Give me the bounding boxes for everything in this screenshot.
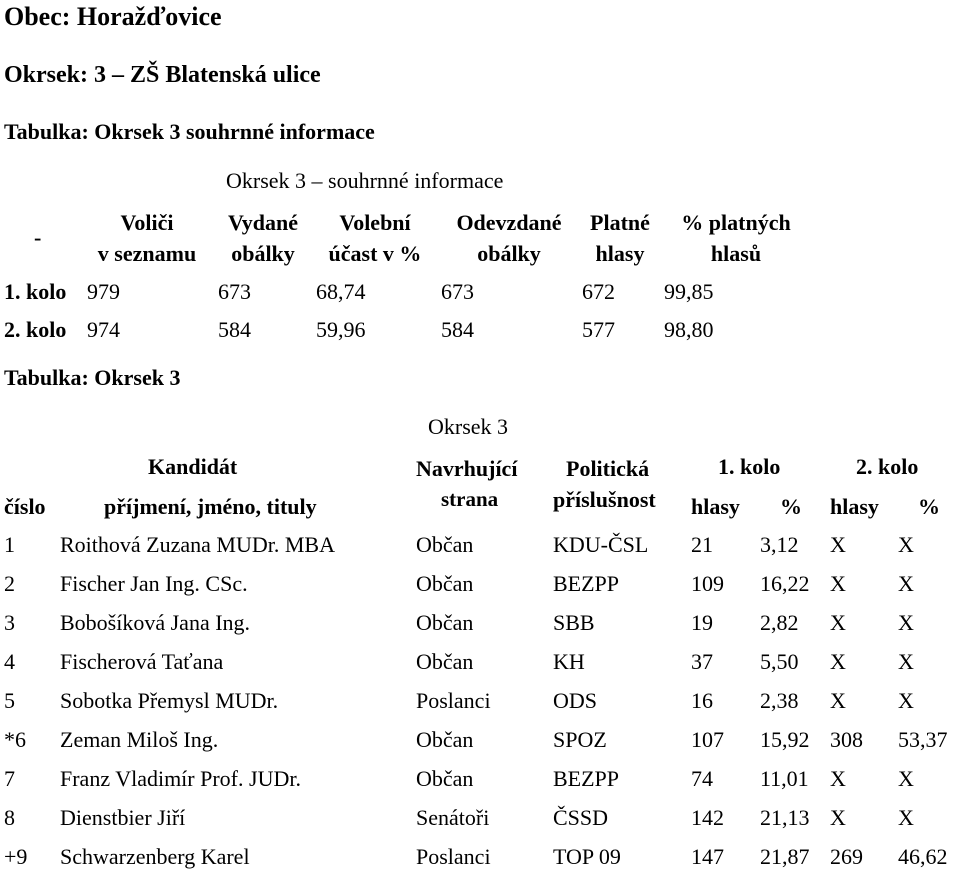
header-kandidat: Kandidát <box>148 454 238 479</box>
summary-col-odevzdane <box>438 207 580 269</box>
cand-hlasy2: X <box>830 766 846 791</box>
summary-cell: 673 <box>441 279 474 304</box>
cand-hlasy2: X <box>830 571 846 596</box>
summary-cell: 672 <box>582 279 615 304</box>
cand-cislo: 1 <box>4 532 15 557</box>
cand-cislo: 5 <box>4 688 15 713</box>
cand-pct2: X <box>898 532 914 557</box>
cand-hlasy2: X <box>830 532 846 557</box>
summary-caption: Okrsek 3 – souhrnné informace <box>226 168 504 193</box>
header-cislo: číslo <box>4 494 46 519</box>
obec-title: Obec: Horažďovice <box>4 2 222 31</box>
okrsek-title: Okrsek: 3 – ZŠ Blatenská ulice <box>4 62 321 88</box>
summary-cell: 59,96 <box>316 317 366 342</box>
cand-prislusnost: SPOZ <box>553 727 607 752</box>
cand-cislo: 7 <box>4 766 15 791</box>
cand-prislusnost: BEZPP <box>553 766 620 791</box>
cand-hlasy2: X <box>830 805 846 830</box>
summary-cell: 584 <box>441 317 474 342</box>
summary-cell: 577 <box>582 317 615 342</box>
cand-cislo: 2 <box>4 571 15 596</box>
summary-col-volici-line1: Voliči <box>120 210 174 235</box>
summary-cell: 98,80 <box>664 317 714 342</box>
summary-col-volici <box>80 207 214 269</box>
summary-col-ucast <box>312 207 438 269</box>
cand-pct1: 16,22 <box>760 571 810 596</box>
summary-cell: 68,74 <box>316 279 366 304</box>
summary-col-platne-line1: Platné <box>590 210 650 235</box>
cand-pct2: X <box>898 649 914 674</box>
cand-hlasy1: 19 <box>691 610 713 635</box>
cand-pct1: 21,87 <box>760 844 810 869</box>
cand-strana: Občan <box>416 727 474 752</box>
cand-hlasy1: 21 <box>691 532 713 557</box>
cand-jmeno: Roithová Zuzana MUDr. MBA <box>60 532 335 557</box>
cand-pct2: X <box>898 571 914 596</box>
cand-jmeno: Dienstbier Jiří <box>60 805 186 830</box>
summary-col-platne <box>578 207 662 269</box>
summary-cell: 974 <box>87 317 120 342</box>
cand-strana: Občan <box>416 571 474 596</box>
cand-pct1: 2,82 <box>760 610 799 635</box>
cand-strana: Občan <box>416 766 474 791</box>
cand-hlasy2: X <box>830 649 846 674</box>
cand-hlasy2: 308 <box>830 727 863 752</box>
table2-label: Tabulka: Okrsek 3 <box>4 365 181 390</box>
cand-hlasy1: 107 <box>691 727 724 752</box>
summary-cell: 673 <box>218 279 251 304</box>
header-kolo2: 2. kolo <box>856 454 919 479</box>
cand-strana: Občan <box>416 649 474 674</box>
cand-cislo: 3 <box>4 610 15 635</box>
header-navrhujici: Navrhující <box>416 456 518 481</box>
cand-cislo: *6 <box>4 727 26 752</box>
cand-prislusnost: KH <box>553 649 585 674</box>
cand-strana: Senátoři <box>416 805 490 830</box>
cand-cislo: 4 <box>4 649 15 674</box>
cand-strana: Občan <box>416 610 474 635</box>
summary-cell: 979 <box>87 279 120 304</box>
summary-row-label: 2. kolo <box>4 317 67 342</box>
cand-jmeno: Zeman Miloš Ing. <box>60 727 219 752</box>
cand-hlasy2: X <box>830 688 846 713</box>
cand-prislusnost: ODS <box>553 688 598 713</box>
header-pct1: % <box>780 494 802 519</box>
header-pct2: % <box>918 494 940 519</box>
cand-hlasy1: 147 <box>691 844 724 869</box>
cand-hlasy1: 109 <box>691 571 724 596</box>
summary-col-odevzdane-line1: Odevzdané <box>456 210 562 235</box>
header-strana: strana <box>441 487 499 511</box>
summary-col-vydane <box>212 207 314 269</box>
cand-hlasy1: 74 <box>691 766 713 791</box>
cand-jmeno: Bobošíková Jana Ing. <box>60 610 251 635</box>
header-jmeno: příjmení, jméno, tituly <box>104 494 317 519</box>
cand-pct1: 11,01 <box>760 766 809 791</box>
cand-jmeno: Fischer Jan Ing. CSc. <box>60 571 248 596</box>
summary-col-ucast-line1: Volební <box>339 210 411 235</box>
summary-col-vydane-line1: Vydané <box>227 210 299 235</box>
cand-hlasy2: X <box>830 610 846 635</box>
summary-cell: 99,85 <box>664 279 714 304</box>
cand-hlasy1: 37 <box>691 649 713 674</box>
cand-pct2: X <box>898 688 914 713</box>
cand-hlasy1: 16 <box>691 688 713 713</box>
cand-pct2: X <box>898 610 914 635</box>
cand-prislusnost: KDU-ČSL <box>553 532 649 557</box>
cand-jmeno: Fischerová Taťana <box>60 649 224 674</box>
summary-col-vydane-line2: obálky <box>231 241 295 266</box>
summary-col-platne-line2: hlasy <box>595 241 645 266</box>
cand-prislusnost: BEZPP <box>553 571 620 596</box>
header-hlasy2: hlasy <box>830 494 879 519</box>
header-prislusnost: příslušnost <box>553 487 656 512</box>
summary-row-label: 1. kolo <box>4 279 67 304</box>
table1-label: Tabulka: Okrsek 3 souhrnné informace <box>4 119 375 144</box>
cand-hlasy2: 269 <box>830 844 863 869</box>
summary-dash: - <box>34 225 42 250</box>
summary-col-pct-platnych-line1: % platných <box>681 210 791 235</box>
cand-cislo: 8 <box>4 805 15 830</box>
summary-col-ucast-line2: účast v % <box>328 241 422 266</box>
cand-pct2: X <box>898 805 914 830</box>
cand-pct2: X <box>898 766 914 791</box>
cand-strana: Občan <box>416 532 474 557</box>
cand-cislo: +9 <box>4 844 28 869</box>
cand-strana: Poslanci <box>416 844 491 869</box>
summary-col-odevzdane-line2: obálky <box>477 241 541 266</box>
cand-hlasy1: 142 <box>691 805 724 830</box>
cand-pct1: 3,12 <box>760 532 799 557</box>
cand-strana: Poslanci <box>416 688 491 713</box>
summary-col-volici-line2: v seznamu <box>97 241 197 266</box>
candidates-caption: Okrsek 3 <box>428 414 509 439</box>
summary-col-pct-platnych-line2: hlasů <box>710 241 762 266</box>
header-hlasy1: hlasy <box>691 494 740 519</box>
cand-pct2: 46,62 <box>898 844 948 869</box>
cand-pct1: 15,92 <box>760 727 810 752</box>
cand-prislusnost: SBB <box>553 610 595 635</box>
cand-pct1: 21,13 <box>760 805 810 830</box>
header-politicka: Politická <box>566 456 650 481</box>
cand-prislusnost: TOP 09 <box>553 844 621 869</box>
summary-col-pct-platnych <box>660 207 812 269</box>
cand-pct2: 53,37 <box>898 727 948 752</box>
cand-jmeno: Schwarzenberg Karel <box>60 844 250 869</box>
header-kolo1: 1. kolo <box>718 454 781 479</box>
cand-jmeno: Franz Vladimír Prof. JUDr. <box>60 766 301 791</box>
cand-pct1: 2,38 <box>760 688 799 713</box>
cand-prislusnost: ČSSD <box>553 805 609 830</box>
cand-pct1: 5,50 <box>760 649 799 674</box>
cand-jmeno: Sobotka Přemysl MUDr. <box>60 688 279 713</box>
summary-cell: 584 <box>218 317 251 342</box>
